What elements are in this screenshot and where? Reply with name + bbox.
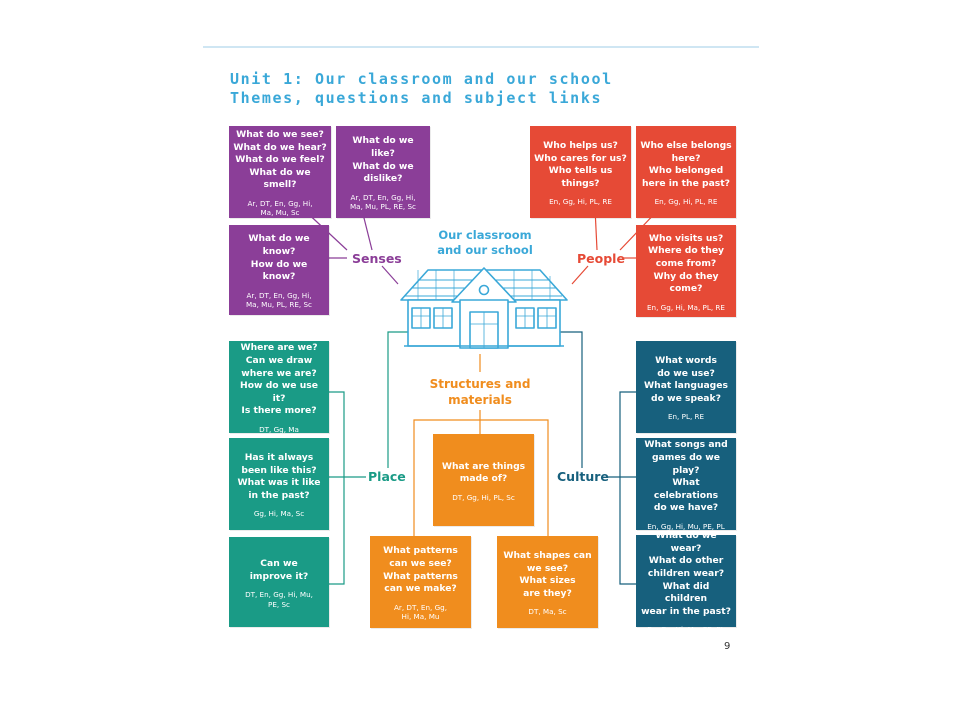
box-subjects: Ar, DT, En, Gg, Hi, Ma, Mu, PL, RE, Sc xyxy=(349,192,417,212)
box-question: What do we know? How do we know? xyxy=(248,233,310,283)
box-subjects: En, Gg, Hi, PL, RE xyxy=(549,197,612,207)
box-question: Has it always been like this? What was it like in the past? xyxy=(237,452,321,501)
box-subjects: DT, Ma, Sc xyxy=(528,607,567,617)
box-question: What patterns can we see? What patterns can we make? xyxy=(383,545,458,595)
theme-structures: Structures and materials xyxy=(429,377,531,407)
connector-culture-center xyxy=(560,332,582,468)
page-subtitle: Themes, questions and subject links xyxy=(230,89,603,107)
structures-box-3 xyxy=(497,536,598,628)
connector-senses-center xyxy=(382,266,398,284)
box-question: Who visits us? Where do they come from? Why do they come? xyxy=(647,232,725,295)
box-subjects: En, Gg, Hi, PL, RE xyxy=(654,197,718,207)
box-question: What songs and games do we play? What celebrations do we have? xyxy=(644,439,728,514)
box-subjects: Ar, DT, En, Gg, Hi, Ma, Mu, PL, RE, Sc xyxy=(245,290,313,310)
box-question: Where are we? Can we draw where we are? How do we use it? Is there more? xyxy=(240,342,318,417)
box-subjects: En, Gg, Hi, Mu, PE, PL xyxy=(647,522,725,532)
theme-senses: Senses xyxy=(352,251,402,266)
center-label: Our classroom and our school xyxy=(437,228,533,257)
structures-box-1 xyxy=(433,434,534,526)
box-subjects: En, Gg, Hi, Mu, PE, PL xyxy=(647,625,725,635)
connector-culture-bracket xyxy=(620,392,636,584)
box-question: What do we see? What do we hear? What do we feel? What do we smell? xyxy=(233,129,327,191)
box-subjects: En, PL, RE xyxy=(667,412,705,422)
box-subjects: DT, En, Gg, Hi, Mu, PE, Sc xyxy=(245,590,313,609)
senses-box-2 xyxy=(336,126,430,218)
culture-box-3 xyxy=(636,530,736,635)
box-subjects: DT, Gg, Hi, PL, Sc xyxy=(452,492,515,502)
box-question: What words do we use? What languages do we speak? xyxy=(644,355,728,404)
page-number: 9 xyxy=(724,641,731,652)
connector-place-bracket xyxy=(328,392,344,584)
box-question: Who else belongs here? Who belonged here in the past? xyxy=(640,140,732,189)
box-question: Can we improve it? xyxy=(249,557,309,582)
senses-box-3 xyxy=(229,225,329,315)
theme-place: Place xyxy=(368,469,406,484)
theme-culture: Culture xyxy=(557,469,609,484)
box-subjects: DT, Gg, Ma xyxy=(259,425,299,435)
theme-people: People xyxy=(577,251,625,266)
box-subjects: Ar, DT, En, Gg, Hi, Ma, Mu xyxy=(393,602,448,622)
people-box-3 xyxy=(636,225,736,317)
box-question: Who helps us? Who cares for us? Who tells us things? xyxy=(534,140,627,189)
senses-box-1 xyxy=(229,126,331,218)
culture-box-2 xyxy=(636,438,736,530)
people-box-1 xyxy=(530,126,631,218)
place-box-2 xyxy=(229,438,329,530)
school-house-icon xyxy=(401,268,567,348)
place-box-3 xyxy=(229,537,329,627)
place-box-1 xyxy=(229,341,329,433)
box-question: What do we like? What do we dislike? xyxy=(352,135,414,185)
culture-box-1 xyxy=(636,341,736,433)
page-title: Unit 1: Our classroom and our school xyxy=(230,70,613,88)
box-subjects: Gg, Hi, Ma, Sc xyxy=(253,509,305,519)
structures-box-2 xyxy=(370,536,471,628)
people-box-2 xyxy=(636,126,736,218)
box-question: What are things made of? xyxy=(441,460,526,485)
connector-place-center xyxy=(388,332,410,468)
box-subjects: En, Gg, Hi, Ma, PL, RE xyxy=(647,302,725,312)
connector-people-center xyxy=(572,266,588,284)
box-question: What do we wear? What do other children wear? What did children wear in the past? xyxy=(641,530,731,617)
box-question: What shapes can we see? What sizes are they? xyxy=(503,550,592,599)
box-subjects: Ar, DT, En, Gg, Hi, Ma, Mu, Sc xyxy=(247,198,313,218)
